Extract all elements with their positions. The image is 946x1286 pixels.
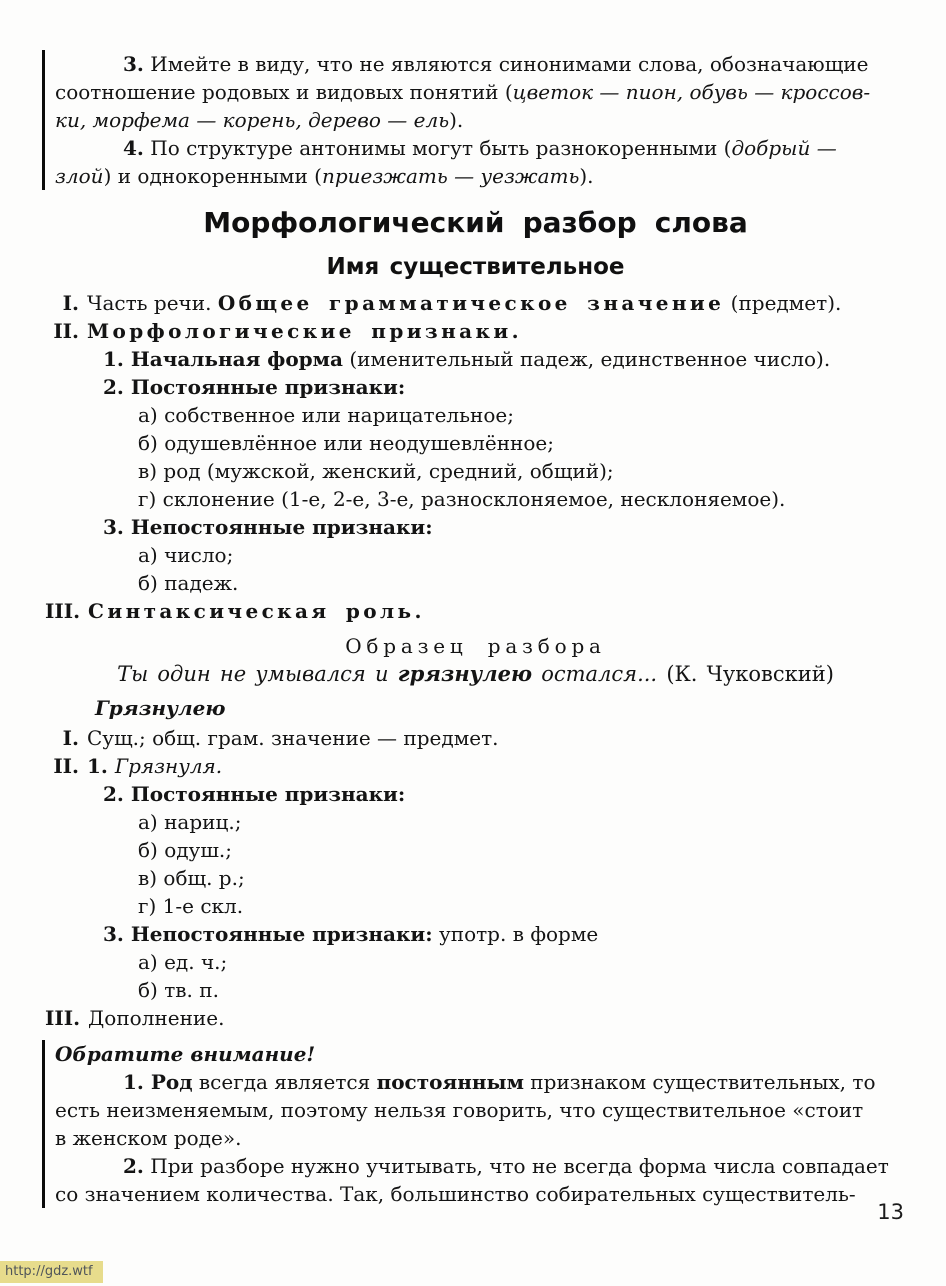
note-block-synonyms	[42, 50, 906, 190]
text-line	[45, 345, 906, 373]
note-block-attention	[42, 1040, 906, 1208]
text-run: постоянным	[376, 1070, 524, 1094]
text-run: 2. Постоянные признаки:	[103, 375, 406, 399]
text-line	[55, 1124, 906, 1152]
text-line	[45, 597, 906, 625]
text-run: в женском роде».	[55, 1126, 242, 1150]
text-run: 3. Непостоянные признаки:	[103, 922, 433, 946]
text-run: Ты один не умывался и	[117, 662, 398, 686]
text-line	[45, 457, 906, 485]
attention-body	[55, 1068, 906, 1208]
text-run: употр. в форме	[432, 922, 599, 946]
text-run: а) нариц.;	[138, 810, 242, 834]
text-line	[45, 808, 906, 836]
text-run: По структуре антонимы могут быть разнокоренными (	[143, 136, 732, 160]
text-line	[45, 317, 906, 345]
text-run: г) 1-е скл.	[138, 894, 244, 918]
text-line	[45, 541, 906, 569]
text-run: г) склонение (1-е, 2-е, 3-е, разносклоняемое, несклоняемое).	[138, 487, 786, 511]
text-line	[55, 1068, 906, 1096]
text-run: б) одушевлённое или неодушевлённое;	[138, 431, 554, 455]
text-run: грязнулею	[397, 661, 533, 686]
text-line	[45, 780, 906, 808]
text-run: есть неизменяемым, поэтому нельзя говорить, что существительное «стоит	[55, 1098, 864, 1122]
text-run: 1. Род	[123, 1070, 193, 1094]
text-run: со значением количества. Так, большинство собирательных существитель-	[55, 1182, 856, 1206]
text-run: в) общ. р.;	[138, 866, 245, 890]
text-run: При разборе нужно учитывать, что не всегда форма числа совпадает	[143, 1154, 889, 1178]
text-run: I.	[62, 291, 79, 315]
text-run: 3.	[123, 52, 144, 76]
text-run: злой	[55, 164, 104, 188]
subsection-title: Имя существительное	[326, 254, 625, 280]
text-run: а) ед. ч.;	[138, 950, 228, 974]
text-run: Образец разбора	[345, 634, 606, 658]
text-line	[45, 836, 906, 864]
text-run: (К. Чуковский)	[657, 662, 834, 686]
text-run: 3. Непостоянные признаки:	[103, 515, 433, 539]
text-run: Общее грамматическое значение	[217, 291, 725, 315]
text-run: I.	[62, 726, 79, 750]
text-line	[45, 289, 906, 317]
text-run: добрый —	[731, 136, 837, 160]
watermark-link[interactable]: http://gdz.wtf	[0, 1261, 103, 1283]
text-run: Обратите внимание!	[55, 1042, 316, 1066]
text-line	[45, 485, 906, 513]
text-run: признаком существительных, то	[523, 1070, 876, 1094]
sample-heading	[45, 632, 906, 660]
text-line	[55, 50, 906, 78]
text-line	[45, 948, 906, 976]
text-line	[45, 373, 906, 401]
text-line	[45, 864, 906, 892]
text-run: Грязнулею	[95, 696, 226, 720]
text-run: ки, морфема — корень, дерево — ель	[55, 108, 450, 132]
text-run: приезжать — уезжать	[321, 164, 580, 188]
text-run: Морфологические признаки.	[87, 319, 522, 343]
text-line	[45, 920, 906, 948]
text-line	[55, 78, 906, 106]
text-run: а) число;	[138, 543, 234, 567]
text-line	[55, 1180, 906, 1208]
text-run: Синтаксическая роль.	[88, 599, 425, 623]
text-run: (именительный падеж, единственное число).	[343, 347, 831, 371]
analyzed-word	[45, 694, 906, 722]
sample-analysis-outline	[45, 724, 906, 1032]
text-run: цветок — пион, обувь — кроссов-	[512, 80, 871, 104]
text-run: III.	[45, 1006, 81, 1030]
text-line	[55, 1152, 906, 1180]
text-line	[55, 1096, 906, 1124]
text-line	[45, 976, 906, 1004]
text-run: ).	[449, 108, 464, 132]
text-line	[45, 401, 906, 429]
text-line	[55, 162, 906, 190]
section-title: Морфологический разбор слова	[203, 206, 748, 239]
text-line	[45, 752, 906, 780]
text-run: а) собственное или нарицательное;	[138, 403, 514, 427]
text-run: ).	[579, 164, 594, 188]
text-line	[45, 513, 906, 541]
text-run: б) одуш.;	[138, 838, 233, 862]
text-run: Часть речи.	[87, 291, 218, 315]
text-run: Имейте в виду, что не являются синонимами слова, обозначающие	[143, 52, 869, 76]
text-run: 1.	[87, 754, 115, 778]
text-run: 2.	[123, 1154, 144, 1178]
page-number: 13	[877, 1200, 904, 1224]
text-run: 2. Постоянные признаки:	[103, 782, 406, 806]
page-content	[45, 50, 906, 1208]
text-run: 4.	[123, 136, 144, 160]
text-run: в) род (мужской, женский, средний, общий);	[138, 459, 614, 483]
text-run: Дополнение.	[88, 1006, 225, 1030]
text-run: (предмет).	[724, 291, 842, 315]
text-run: II.	[53, 754, 79, 778]
text-run: соотношение родовых и видовых понятий (	[55, 80, 513, 104]
text-run: б) падеж.	[138, 571, 239, 595]
text-run: Грязнуля.	[114, 754, 223, 778]
text-line	[45, 724, 906, 752]
text-line	[55, 134, 906, 162]
text-run: ) и однокоренными (	[103, 164, 322, 188]
text-line	[45, 892, 906, 920]
text-line	[45, 569, 906, 597]
attention-heading	[55, 1040, 906, 1068]
text-run: II.	[53, 319, 79, 343]
text-run: 1. Начальная форма	[103, 347, 343, 371]
text-run: всегда является	[192, 1070, 377, 1094]
text-line	[55, 106, 906, 134]
text-run: III.	[45, 599, 81, 623]
text-run: б) тв. п.	[138, 978, 219, 1002]
text-line	[45, 429, 906, 457]
text-run: Сущ.; общ. грам. значение — предмет.	[87, 726, 499, 750]
text-line	[45, 1004, 906, 1032]
text-run: остался...	[532, 662, 658, 686]
noun-analysis-outline	[45, 289, 906, 625]
example-sentence	[45, 660, 906, 688]
